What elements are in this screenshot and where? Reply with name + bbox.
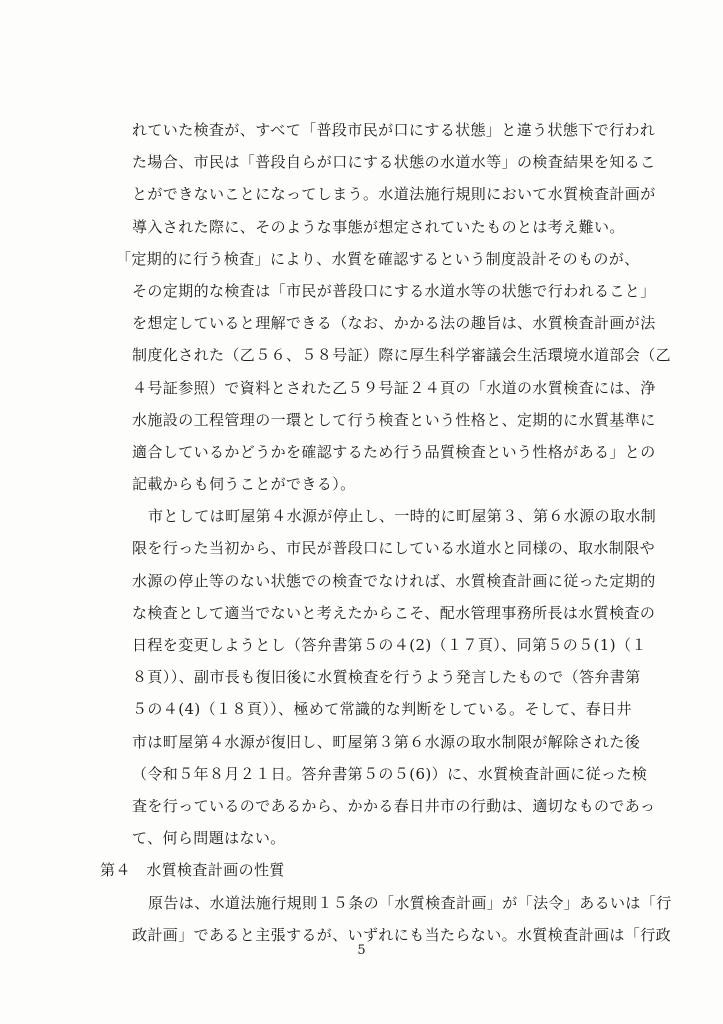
text-line: を想定していると理解できる（なお、かかる法の趣旨は、水質検査計画が法 bbox=[132, 314, 656, 333]
text-line: 査を行っているのであるから、かかる春日井市の行動は、適切なものであっ bbox=[132, 796, 656, 815]
paragraph-start-line: 原告は、水道法施行規則１５条の「水質検査計画」が「法令」あるいは「行 bbox=[148, 893, 672, 912]
page-number: 5 bbox=[357, 943, 366, 958]
paragraph-start-line: 市としては町屋第４水源が停止し、一時的に町屋第３、第６水源の取水制 bbox=[148, 507, 657, 526]
text-line: た場合、市民は「普段自らが口にする状態の水道水等」の検査結果を知るこ bbox=[132, 153, 656, 172]
text-line: て、何ら問題はない。 bbox=[132, 829, 286, 848]
text-line: ４号証参照）で資料とされた乙５９号証２４頁の「水道の水質検査には、浄 bbox=[132, 378, 656, 397]
body-text bbox=[100, 114, 672, 951]
text-line: （令和５年８月２１日。答弁書第５の５(6)）に、水質検査計画に従った検 bbox=[132, 764, 648, 783]
text-line: 限を行った当初から、市民が普段口にしている水道水と同様の、取水制限や bbox=[132, 539, 656, 558]
text-line: 日程を変更しようとし（答弁書第５の４(2)（１７頁）、同第５の５(1)（１ bbox=[132, 636, 647, 654]
text-line: れていた検査が、すべて「普段市民が口にする状態」と違う状態下で行われ bbox=[132, 121, 656, 139]
text-line: 適合しているかどうかを確認するため行う品質検査という性格がある」との bbox=[132, 442, 656, 461]
section-heading: 第４ 水質検査計画の性質 bbox=[100, 861, 285, 880]
text-line: 政計画」であると主張するが、いずれにも当たらない。水質検査計画は「行政 bbox=[132, 925, 672, 944]
text-line: 水源の停止等のない状態での検査でなければ、水質検査計画に従った定期的 bbox=[132, 571, 656, 590]
text-line: ５の４(4)（１８頁））、極めて常識的な判断をしている。そして、春日井 bbox=[132, 700, 632, 719]
text-line: とができないことになってしまう。水道法施行規則において水質検査計画が bbox=[132, 185, 656, 204]
text-line: 導入された際に、そのような事態が想定されていたものとは考え難い。 bbox=[132, 217, 625, 236]
text-line: ８頁））、副市長も復旧後に水質検査を行うよう発言したもので（答弁書第 bbox=[132, 668, 641, 687]
text-line: 記載からも伺うことができる）。 bbox=[132, 475, 356, 494]
text-line: 水施設の工程管理の一環として行う検査という性格と、定期的に水質基準に bbox=[132, 410, 656, 429]
text-line: な検査として適当でないと考えたからこそ、配水管理事務所長は水質検査の bbox=[132, 603, 656, 622]
text-line: 市は町屋第４水源が復旧し、町屋第３第６水源の取水制限が解除された後 bbox=[132, 732, 641, 751]
paragraph-start-line: 「定期的に行う検査」により、水質を確認するという制度設計そのものが、 bbox=[116, 249, 640, 268]
text-line: その定期的な検査は「市民が普段口にする水道水等の状態で行われること」 bbox=[132, 281, 656, 300]
text-line: 制度化された（乙５６、５８号証）際に厚生科学審議会生活環境水道部会（乙 bbox=[132, 346, 672, 365]
